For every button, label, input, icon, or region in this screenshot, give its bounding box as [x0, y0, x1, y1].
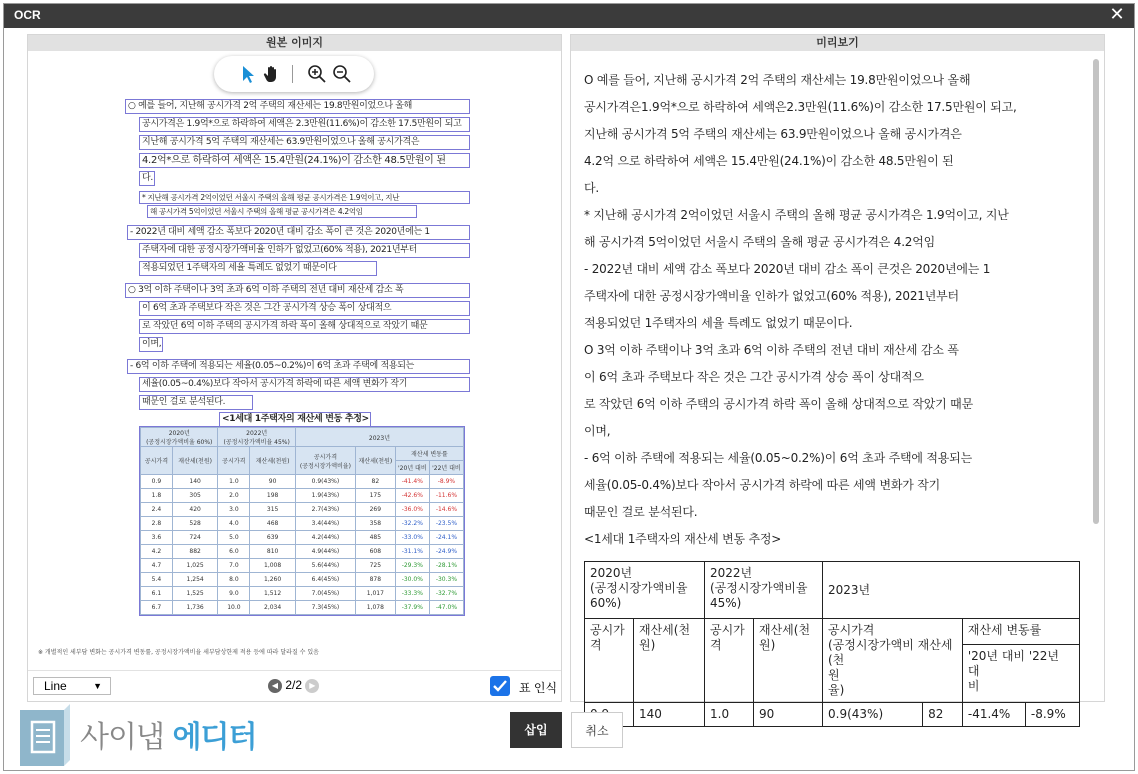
table-cell[interactable]: -8.9% — [1025, 703, 1079, 727]
table-header: 재산세 변동률 — [395, 447, 463, 461]
preview-line: 공시가격은1.9억*으로 하락하여 세액은2.3만원(11.6%)이 감소한 17.5만원이 되고, — [584, 100, 1017, 114]
table-header: 재산세(천원) — [172, 447, 218, 475]
table-cell[interactable]: 재산세(천 원) — [634, 619, 705, 703]
preview-line: 세율(0.05-0.4%)보다 작아서 공시가격 하락에 따른 세액 변화가 작기 — [584, 478, 941, 492]
table-header: 공시가격 — [141, 447, 173, 475]
table-recognition-checkbox[interactable] — [490, 676, 510, 696]
table-cell: 1.8 — [141, 489, 173, 503]
scrollbar-thumb[interactable] — [1093, 59, 1099, 524]
table-cell: 420 — [172, 503, 218, 517]
preview-line: 4.2억 으로 하락하여 세액은 15.4만원(24.1%)이 감소한 48.5만원이 된 — [584, 154, 954, 168]
table-cell: 1,512 — [250, 587, 296, 601]
preview-table[interactable] — [584, 561, 1080, 727]
insert-button[interactable]: 삽입 — [510, 712, 562, 748]
table-header: 재산세(천원) — [355, 447, 395, 475]
table-cell: 7.3(45%) — [295, 601, 355, 615]
table-cell: 4.2(44%) — [295, 531, 355, 545]
table-cell: -28.1% — [429, 559, 463, 573]
chevron-down-icon: ▼ — [93, 681, 102, 691]
table-cell: 1,736 — [172, 601, 218, 615]
preview-line: 다. — [584, 181, 600, 195]
table-cell: 1,025 — [172, 559, 218, 573]
ocr-line[interactable]: 해 공시가격 5억이었던 서울시 주택의 올해 평균 공시가격은 4.2억임 — [147, 205, 417, 218]
table-cell: -30.0% — [395, 573, 429, 587]
table-cell: 3.0 — [218, 503, 250, 517]
table-cell: -11.6% — [429, 489, 463, 503]
table-cell: 90 — [250, 475, 296, 489]
table-cell: 5.6(44%) — [295, 559, 355, 573]
table-cell: -24.1% — [429, 531, 463, 545]
table-cell: -32.7% — [429, 587, 463, 601]
table-cell: 2,034 — [250, 601, 296, 615]
preview-panel — [570, 34, 1105, 721]
table-cell: 2.7(43%) — [295, 503, 355, 517]
ocr-line[interactable]: - 2022년 대비 세액 감소 폭보다 2020년 대비 감소 폭이 큰 것은 2020년에는 1 — [127, 225, 470, 240]
preview-line: 이 6억 초과 주택보다 작은 것은 그간 공시가격 상승 폭이 상대적으 — [584, 370, 924, 384]
original-image-panel — [27, 34, 562, 702]
table-cell[interactable]: '20년 대비 '22년 대 비 — [962, 644, 1079, 702]
next-page-icon[interactable]: ▶ — [305, 679, 319, 693]
table-cell: 1,008 — [250, 559, 296, 573]
table-cell: 6.4(45%) — [295, 573, 355, 587]
table-cell: 2.0 — [218, 489, 250, 503]
table-cell: 0.9 — [141, 475, 173, 489]
zoom-out-icon[interactable] — [332, 64, 352, 84]
table-footnote: ※ 개별적인 세부담 변화는 공시가격 변동률, 공정시장가액비율 세부담상한제 적용 등에 따라 달라질 수 있음 — [38, 649, 319, 656]
preview-line: O 3억 이하 주택이나 3억 초과 6억 이하 주택의 전년 대비 재산세 감소 폭 — [584, 343, 959, 357]
table-row — [141, 573, 464, 587]
preview-content[interactable] — [579, 59, 1089, 721]
preview-line: 지난해 공시가격 5억 주택의 재산세는 63.9만원이었으나 올해 공시가격은 — [584, 127, 962, 141]
ocr-line[interactable]: 다. — [139, 171, 155, 186]
table-cell[interactable]: 90 — [754, 703, 823, 727]
table-header: '22년 대비 — [429, 461, 463, 475]
table-cell: 3.4(44%) — [295, 517, 355, 531]
zoom-in-icon[interactable] — [307, 64, 327, 84]
preview-line: 로 작았던 6억 이하 주택의 공시가격 하락 폭이 올해 상대적으로 작았기 때문 — [584, 397, 973, 411]
logo-text-part2: 에디터 — [172, 720, 257, 755]
table-cell: 878 — [355, 573, 395, 587]
preview-line: O 예를 들어, 지난해 공시가격 2억 주택의 재산세는 19.8만원이었으나 올해 — [584, 73, 971, 87]
table-cell: 0.9(43%) — [295, 475, 355, 489]
table-cell: 1,017 — [355, 587, 395, 601]
table-row — [141, 503, 464, 517]
table-cell[interactable]: 2023년 — [823, 562, 1080, 619]
table-header: 2023년 — [295, 428, 463, 447]
ocr-line[interactable]: ○ 3억 이하 주택이나 3억 초과 6억 이하 주택의 전년 대비 재산세 감소 폭 — [125, 283, 470, 298]
scanned-table[interactable] — [140, 427, 464, 615]
left-panel-footer — [28, 670, 561, 701]
pointer-icon[interactable] — [238, 64, 258, 84]
table-cell[interactable]: 재산세 변동률 — [962, 619, 1079, 645]
table-cell: 639 — [250, 531, 296, 545]
recognition-mode-value: Line — [44, 679, 67, 693]
preview-line: - 2022년 대비 세액 감소 폭보다 2020년 대비 감소 폭이 큰것은 2020년에는 1 — [584, 262, 991, 276]
ocr-line[interactable]: 때문인 걸로 분석된다. — [139, 395, 253, 410]
close-icon[interactable]: ✕ — [1109, 4, 1125, 25]
table-cell[interactable]: 2020년 (공정시장가액비율 60%) — [585, 562, 705, 619]
table-cell: -42.6% — [395, 489, 429, 503]
table-cell: 528 — [172, 517, 218, 531]
toolbar-divider — [292, 65, 293, 83]
table-cell: 305 — [172, 489, 218, 503]
table-header: 2022년 (공정시장가액비율 45%) — [218, 428, 295, 447]
table-cell: 725 — [355, 559, 395, 573]
table-cell: 10.0 — [218, 601, 250, 615]
dialog-title: OCR — [14, 8, 41, 22]
ocr-line[interactable]: <1세대 1주택자의 재산세 변동 추정> — [219, 412, 371, 427]
table-cell: 1,078 — [355, 601, 395, 615]
hand-pan-icon[interactable] — [262, 64, 282, 84]
table-cell[interactable]: 재산세(천 원) — [754, 619, 823, 703]
table-header: 2020년 (공정시장가액비율 60%) — [141, 428, 218, 447]
ocr-line[interactable]: ○ 예를 들어, 지난해 공시가격 2억 주택의 재산세는 19.8만원이었으나 올해 — [125, 99, 470, 114]
page-indicator: 2/2 — [285, 678, 303, 692]
table-cell: 485 — [355, 531, 395, 545]
table-header: '20년 대비 — [395, 461, 429, 475]
table-cell: -32.2% — [395, 517, 429, 531]
table-cell: -8.9% — [429, 475, 463, 489]
table-cell: 82 — [355, 475, 395, 489]
table-cell[interactable]: 공시가 격 — [705, 619, 754, 703]
ocr-line[interactable]: 로 작았던 6억 이하 주택의 공시가격 하락 폭이 올해 상대적으로 작았기 때문 — [139, 319, 470, 334]
preview-line: - 6억 이하 주택에 적용되는 세율(0.05~0.2%)이 6억 초과 주택에 적용되는 — [584, 451, 972, 465]
preview-line: <1세대 1주택자의 재산세 변동 추정> — [584, 532, 782, 546]
preview-line: 이며, — [584, 424, 611, 438]
table-row — [141, 489, 464, 503]
table-cell: 269 — [355, 503, 395, 517]
preview-header: 미리보기 — [571, 35, 1104, 51]
table-cell[interactable]: 공시가격 (공정시장가액비 재산세(천 원 율) — [823, 619, 963, 703]
table-row — [141, 531, 464, 545]
ocr-line[interactable]: 적용되었던 1주택자의 세율 특례도 없었기 때문이다 — [139, 261, 377, 276]
logo-text-part1: 사이냅 — [80, 720, 173, 755]
table-cell: -24.9% — [429, 545, 463, 559]
ocr-line[interactable]: 이 6억 초과 주택보다 작은 것은 그간 공시가격 상승 폭이 상대적으 — [139, 301, 470, 316]
table-cell[interactable]: 1.0 — [705, 703, 754, 727]
table-cell: 5.0 — [218, 531, 250, 545]
table-cell: 882 — [172, 545, 218, 559]
preview-line: 해 공시가격 5억이었던 서울시 주택의 올해 평균 공시가격은 4.2억임 — [584, 235, 936, 249]
table-cell: 810 — [250, 545, 296, 559]
table-cell: -30.3% — [429, 573, 463, 587]
original-image-header: 원본 이미지 — [28, 35, 561, 51]
preview-line: 때문인 걸로 분석된다. — [584, 505, 698, 519]
editor-logo-icon — [20, 704, 70, 766]
table-header: 재산세(천원) — [250, 447, 296, 475]
prev-page-icon[interactable]: ◀ — [268, 679, 282, 693]
table-cell: 140 — [172, 475, 218, 489]
ocr-line[interactable]: - 6억 이하 주택에 적용되는 세율(0.05~0.2%)이 6억 초과 주택에 적용되는 — [127, 359, 470, 374]
table-cell: -14.6% — [429, 503, 463, 517]
table-cell: -33.3% — [395, 587, 429, 601]
ocr-line[interactable]: 4.2억*으로 하락하여 세액은 15.4만원(24.1%)이 감소한 48.5만원이 된 — [139, 153, 470, 168]
ocr-line[interactable]: 이며, — [139, 337, 163, 352]
table-cell: 1,525 — [172, 587, 218, 601]
table-cell[interactable]: 공시가 격 — [585, 619, 634, 703]
preview-line: 주택자에 대한 공정시장가액비율 인하가 없었고(60% 적용), 2021년부터 — [584, 289, 959, 303]
table-cell: 1,254 — [172, 573, 218, 587]
table-cell: 1,260 — [250, 573, 296, 587]
table-cell[interactable]: 0.9(43%) — [823, 703, 923, 727]
table-cell: -36.0% — [395, 503, 429, 517]
table-cell: 4.7 — [141, 559, 173, 573]
table-header: 공시가격 (공정시장가액비율) — [295, 447, 355, 475]
table-cell[interactable]: 2022년 (공정시장가액비율 45%) — [705, 562, 823, 619]
title-bar — [4, 4, 1134, 28]
cancel-button[interactable]: 취소 — [571, 712, 623, 748]
table-cell: 175 — [355, 489, 395, 503]
table-row — [141, 587, 464, 601]
table-cell: 4.9(44%) — [295, 545, 355, 559]
logo-text — [80, 712, 256, 756]
table-cell: 9.0 — [218, 587, 250, 601]
table-cell: 608 — [355, 545, 395, 559]
table-cell: 7.0(45%) — [295, 587, 355, 601]
table-header: 공시가격 — [218, 447, 250, 475]
table-cell: -33.0% — [395, 531, 429, 545]
image-toolbar — [214, 56, 374, 92]
table-cell: 6.7 — [141, 601, 173, 615]
table-cell: 315 — [250, 503, 296, 517]
table-cell: -47.0% — [429, 601, 463, 615]
table-cell: 1.9(43%) — [295, 489, 355, 503]
table-cell: 2.4 — [141, 503, 173, 517]
page-navigator — [268, 678, 319, 693]
ocr-line[interactable]: 공시가격은 1.9억*으로 하락하여 세액은 2.3만원(11.6%)이 감소한 17.5만원이 되고 — [139, 117, 470, 132]
table-cell: 7.0 — [218, 559, 250, 573]
table-cell: 3.6 — [141, 531, 173, 545]
table-row — [141, 559, 464, 573]
ocr-line[interactable]: * 지난해 공시가격 2억이었던 서울시 주택의 올해 평균 공시가격은 1.9억이고, 지난 — [139, 191, 470, 204]
table-cell[interactable]: 82 — [923, 703, 963, 727]
table-cell: -23.5% — [429, 517, 463, 531]
ocr-line[interactable]: 지난해 공시가격 5억 주택의 재산세는 63.9만원이었으나 올해 공시가격은 — [139, 135, 470, 150]
ocr-line[interactable]: 세율(0.05~0.4%)보다 작아서 공시가격 하락에 따른 세액 변화가 작기 — [139, 377, 470, 392]
preview-scrollbar[interactable] — [1092, 59, 1100, 699]
preview-line: 적용되었던 1주택자의 세율 특례도 없었기 때문이다. — [584, 316, 853, 330]
preview-line: * 지난해 공시가격 2억이었던 서울시 주택의 올해 평균 공시가격은 1.9억이고, 지난 — [584, 208, 1009, 222]
recognition-mode-select[interactable] — [33, 677, 111, 695]
ocr-line[interactable]: 주택자에 대한 공정시장가액비율 인하가 없었고(60% 적용), 2021년부터 — [139, 243, 470, 258]
table-cell: -41.4% — [395, 475, 429, 489]
table-cell: 2.8 — [141, 517, 173, 531]
table-cell: 198 — [250, 489, 296, 503]
table-cell: 358 — [355, 517, 395, 531]
table-row — [141, 475, 464, 489]
table-cell: -37.9% — [395, 601, 429, 615]
table-cell: -29.3% — [395, 559, 429, 573]
table-cell: 724 — [172, 531, 218, 545]
table-cell: 5.4 — [141, 573, 173, 587]
table-cell: 6.0 — [218, 545, 250, 559]
table-row — [141, 601, 464, 615]
table-cell[interactable]: -41.4% — [962, 703, 1025, 727]
table-row — [141, 517, 464, 531]
table-cell: 6.1 — [141, 587, 173, 601]
table-cell: 468 — [250, 517, 296, 531]
table-cell: -31.1% — [395, 545, 429, 559]
table-recognition-label: 표 인식 — [519, 681, 558, 695]
table-cell: 1.0 — [218, 475, 250, 489]
table-row — [141, 545, 464, 559]
table-cell: 8.0 — [218, 573, 250, 587]
table-cell: 4.2 — [141, 545, 173, 559]
table-cell[interactable]: 140 — [634, 703, 705, 727]
table-cell: 4.0 — [218, 517, 250, 531]
